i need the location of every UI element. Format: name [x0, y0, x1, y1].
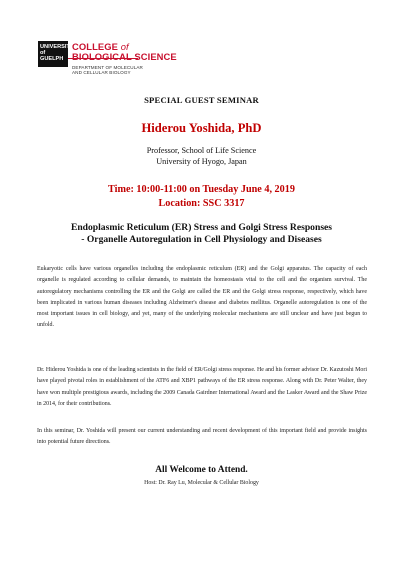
speaker-institution: University of Hyogo, Japan — [156, 157, 247, 166]
seminar-summary-paragraph: In this seminar, Dr. Yoshida will present our current understanding and recent development of this important field and provide insights into potential future directions. — [37, 428, 367, 446]
university-logo-mark — [38, 41, 74, 67]
university-name-line-1: UNIVERSITY — [40, 44, 74, 50]
speaker-affiliation — [0, 145, 403, 167]
college-name-line-2: BIOLOGICAL SCIENCE — [72, 51, 177, 62]
college-prefix: COLLEGE — [72, 41, 119, 52]
college-name — [72, 41, 177, 81]
department-line-1: DEPARTMENT OF MOLECULAR — [72, 65, 143, 70]
college-logo — [38, 41, 177, 81]
speaker-bio-paragraph: Dr. Hiderou Yoshida is one of the leading scientists in the field of ER/Golgi stress response. He and his former advisor Dr. Kazutoshi Mori have played pivotal roles in establishment of the ATF6 and XBP1 pathways of the ER stress response. Along with Dr. Peter Walter, they have won multiple prestigious awards, including the 2009 Canada Gairdner International Award and the Lasker Award and the Shaw Prize in 2014, for their contributions. — [37, 367, 367, 407]
abstract-paragraph: Eukaryotic cells have various organelles including the endoplasmic reticulum (ER) and the Golgi apparatus. The capacity of each organelle is regulated according to cellular demands, to maintain the homeostasis vital to the cell and the organism survival. The autoregulatory mechanisms controlling the ER and the Golgi are called the ER and the Golgi stress response, respectively, which have been implicated in various human diseases including Alzheimer's disease and diabetes mellitus. Organelle autoregulation is one of the most important issues in cell biology, and yet, many of the underlying molecular mechanisms are still unclear and have just begun to unfold. — [37, 266, 367, 329]
event-location: Location: SSC 3317 — [158, 197, 245, 209]
logo-divider — [68, 58, 138, 59]
department-line-2: AND CELLULAR BIOLOGY — [72, 70, 131, 76]
department-name — [72, 65, 177, 76]
event-time-location — [0, 183, 403, 210]
college-of: of — [120, 41, 129, 52]
welcome-text: All Welcome to Attend. — [155, 465, 248, 475]
speaker-name: Hiderou Yoshida, PhD — [141, 121, 262, 135]
university-name-line-2: of GUELPH — [40, 50, 64, 62]
event-time: Time: 10:00-11:00 on Tuesday June 4, 2019 — [108, 184, 295, 195]
host-text: Host: Dr. Ray Lu, Molecular & Cellular Biology — [144, 480, 259, 486]
speaker-position: Professor, School of Life Science — [146, 146, 257, 155]
talk-title — [0, 222, 403, 247]
talk-title-line-2: - Organelle Autoregulation in Cell Physiology and Diseases — [81, 234, 322, 246]
seminar-label: SPECIAL GUEST SEMINAR — [144, 95, 259, 105]
talk-title-line-1: Endoplasmic Reticulum (ER) Stress and Golgi Stress Responses — [70, 222, 333, 233]
